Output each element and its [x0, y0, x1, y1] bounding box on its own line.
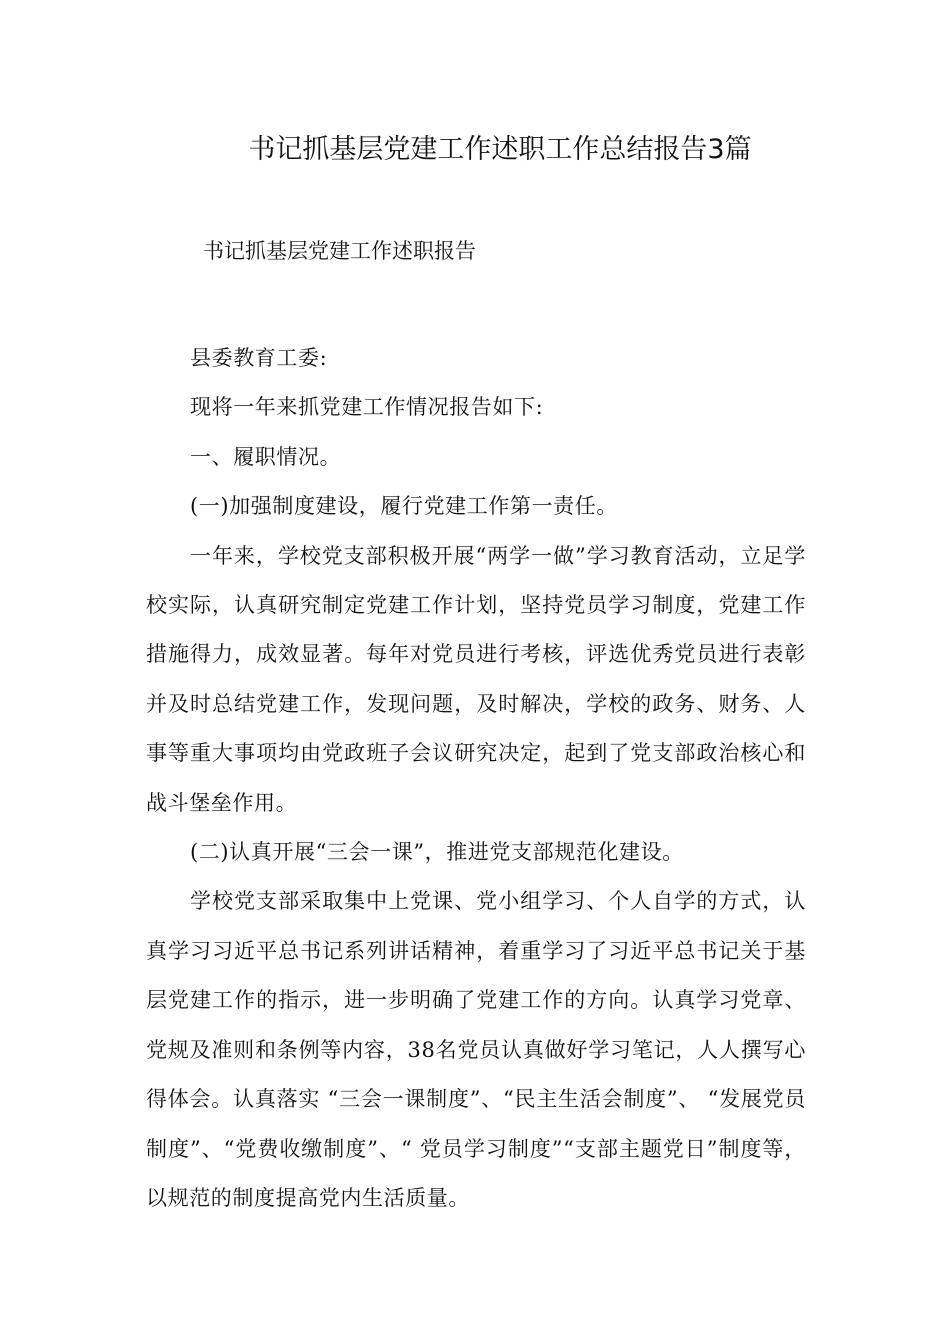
paragraph-system-building: 一年来，学校党支部积极开展“两学一做”学习教育活动，立足学校实际，认真研究制定党建工作计划，坚持党员学习制度，党建工作措施得力，成效显著。每年对党员进行考核，评选优秀党员进行表彰并及时总结党建工作，发现问题，及时解决，学校的政务、财务、人事等重大事项均由党政班子会议研究决定，起到了党支部政治核心和战斗堡垒作用。: [146, 543, 806, 815]
salutation: 县委教育工委:: [190, 346, 328, 370]
heading-duty-performance: 一、履职情况。: [190, 444, 342, 469]
document-body: [146, 334, 806, 1223]
paragraph-three-meetings: 学校党支部采取集中上党课、党小组学习、个人自学的方式，认真学习习近平总书记系列讲话精神，着重学习了习近平总书记关于基层党建工作的指示，进一步明确了党建工作的方向。认真学习党章、党规及准则和条例等内容，38名党员认真做好学习笔记，人人撰写心得体会。认真落实 “三会一课制度”、“民主生活会制度”、 “发展党员制度”、“党费收缴制度”、“ 党员学习制度”“支部主题党日”制度等，以规范的制度提高党内生活质量。: [146, 889, 806, 1210]
intro-paragraph: 现将一年来抓党建工作情况报告如下:: [190, 395, 544, 420]
subheading-system-building: (一)加强制度建设，履行党建工作第一责任。: [190, 494, 618, 519]
subheading-three-meetings: (二)认真开展“三会一课”，推进党支部规范化建设。: [190, 840, 684, 865]
document-title: 书记抓基层党建工作述职工作总结报告3篇: [248, 134, 752, 165]
section-title: 书记抓基层党建工作述职报告: [203, 239, 476, 263]
